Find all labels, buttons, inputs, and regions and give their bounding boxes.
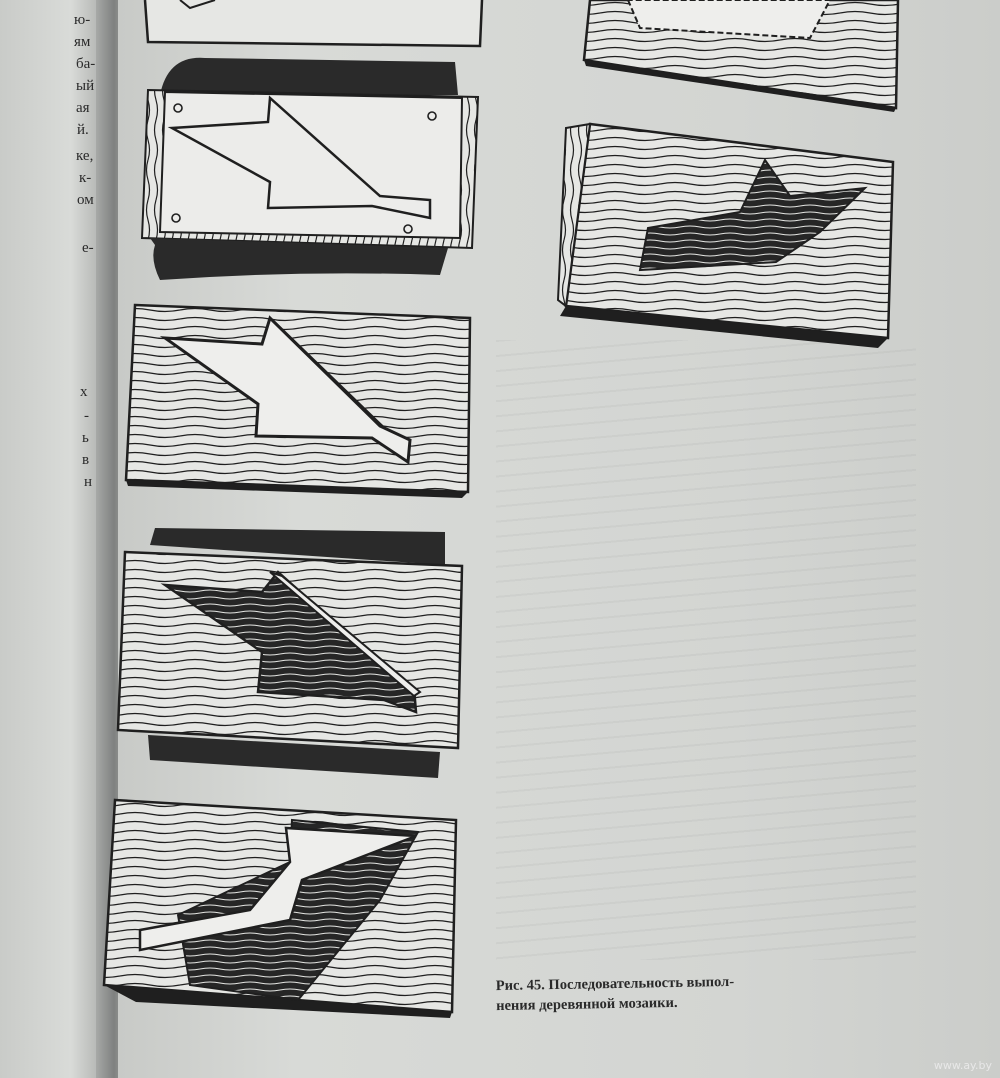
left-fragment: ям — [74, 34, 91, 50]
left-fragment: н — [84, 474, 93, 490]
left-fragment: в — [82, 452, 90, 468]
panel-insert-placed — [118, 528, 462, 778]
left-fragment: ь — [82, 430, 89, 446]
panel-finished-right — [558, 124, 893, 348]
left-fragment: к- — [79, 170, 92, 186]
caption-line-1: Рис. 45. Последовательность выпол- — [495, 973, 735, 995]
figure-caption — [496, 972, 735, 1016]
left-fragment: ая — [76, 100, 90, 116]
left-fragment: х — [80, 384, 88, 400]
site-watermark: www.ay.by — [933, 1059, 992, 1072]
panel-cutout-board — [126, 305, 470, 498]
left-fragment: ба- — [76, 56, 96, 72]
left-fragment: ке, — [76, 148, 94, 164]
left-fragment: й. — [77, 122, 89, 138]
left-fragment: ый — [76, 78, 95, 94]
panel-insert-overlay — [104, 800, 456, 1018]
left-fragment: е- — [82, 240, 94, 256]
panel-template-partial — [145, 0, 482, 46]
left-fragment: ю- — [74, 12, 91, 28]
left-fragment: ом — [77, 192, 94, 208]
panel-template-on-board — [142, 58, 478, 280]
panel-finished-right-top — [584, 0, 898, 112]
left-fragment: - — [84, 408, 89, 424]
caption-line-2: нения деревянной мозаики. — [496, 994, 678, 1015]
